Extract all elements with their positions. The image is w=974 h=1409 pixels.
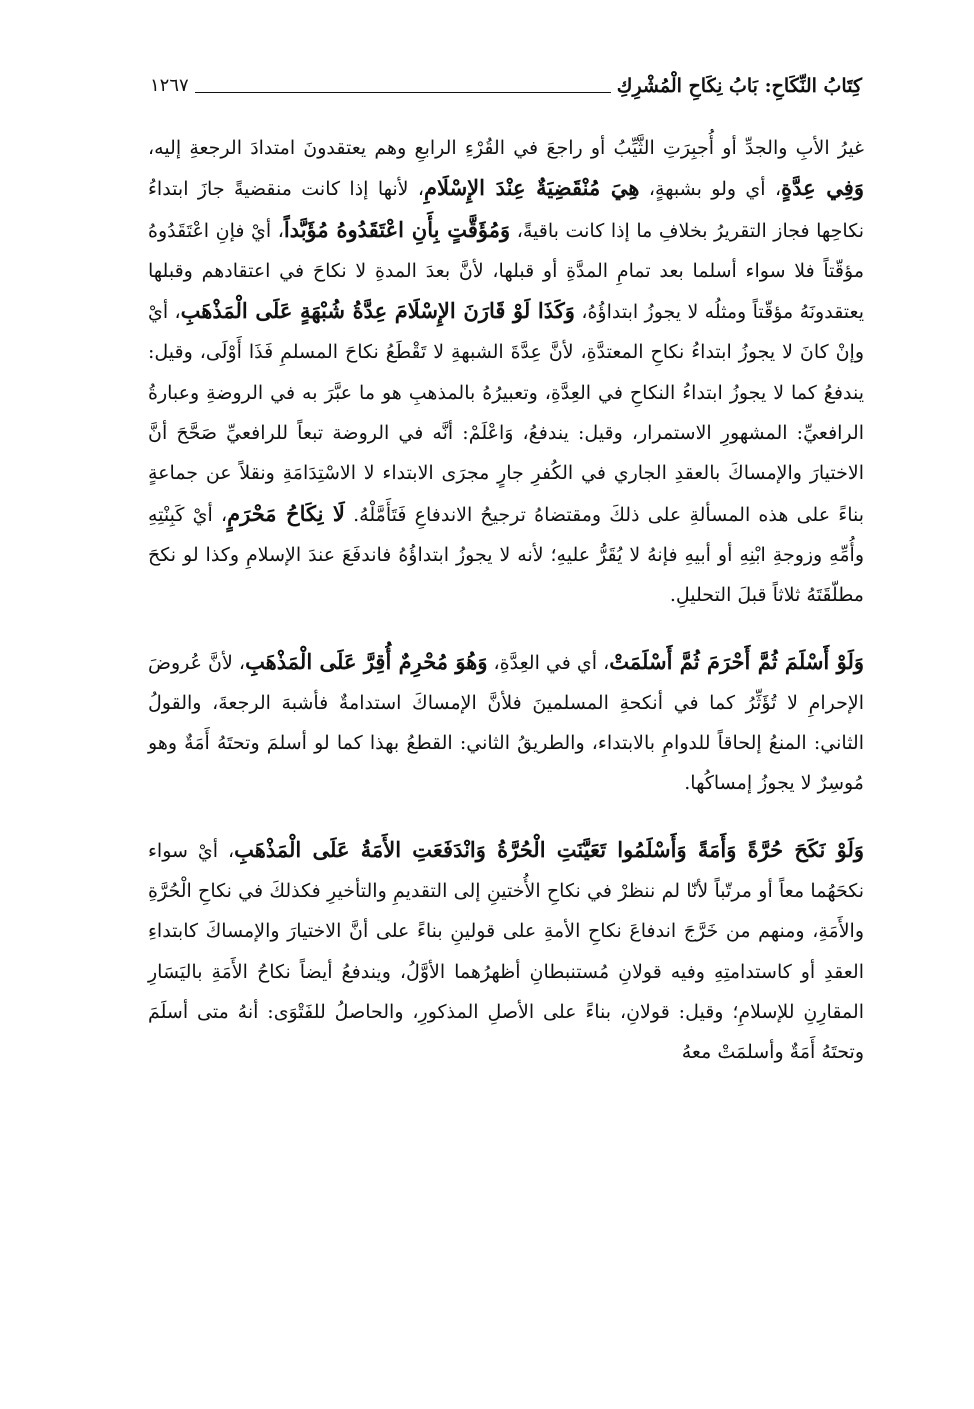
commentary-text: ، أيْ فإنِ اعْتَقَدُوهُ مؤقّتاً فلا سواء أسلما بعد تمامِ المدَّةِ أو قبلها، لأنَّ بعدَ المدةِ لا نكاحَ في اعتقادهم وقبلها يعتقدونَهُ مؤقّتاً ومثلُه لا يجوزُ ابتداؤُهُ، <box>148 219 864 324</box>
commentary-text: ، لأنها إذا كانت منقضيةً جازَ ابتداءُ نكاحِها فجاز التقريرُ بخلافِ ما إذا كانت باقيةً، <box>148 178 864 242</box>
commentary-text: غيرُ الأبِ والجدِّ أو أُجبِرَتِ الثَّيِّبُ أو راجعَ في القُرْءِ الرابعِ وهم يعتقدونَ امتدادَ الرجعةِ إليه، <box>148 137 864 159</box>
matn-text: وَمُؤَقَّتٍ بِأَنِ اعْتَقَدُوهُ مُؤَبَّداً <box>283 216 511 242</box>
commentary-text: ، أي ولو بشبهةٍ، <box>639 178 782 201</box>
chapter-title: كِتَابُ النِّكَاحِ: بَابُ نِكَاحِ الْمُشْرِكِ <box>616 75 862 97</box>
commentary-text: ، لأنَّ عُروضَ الإحرامِ لا تُؤَثِّرُ كما في أنكحةِ المسلمينَ فلأنَّ الإمساكَ استدامةٌ فأشبهَ الرجعةَ، والقولُ الثاني: المنعُ إلحاقاً للدوامِ بالابتداء، والطريقُ الثاني: القطعُ بهذا كما لو أسلمَ وتحتَهُ أَمَةٌ وهو مُوسِرٌ لا يجوزُ إمساكُها. <box>148 651 864 795</box>
commentary-text: ، أيْ وإنْ كانَ لا يجوزُ ابتداءُ نكاحِ المعتدَّةِ، لأنَّ عِدَّةَ الشبهةِ لا تَقْطَعُ نكاحَ المسلمِ فَذَا أَوْلَى، وقيل: يندفعُ كما لا يجوزُ ابتداءُ النكاحِ في العِدَّةِ، وتعبيرُهُ بالمذهبِ هو ما عبَّرَ به في الروضةِ وعبارةُ الرافعيِّ: المشهورِ الاستمرار، وقيل: يندفعُ، وَاعْلَمْ: أنَّه في الروضة تبعاً للرافعيِّ صَحَّحَ أنَّ الاختيارَ والإمساكَ بالعقدِ الجاري في الكُفرِ جارٍ مجرَى الابتداء لا الاسْتِدَامَةِ ونقلاً عن جماعةٍ بناءً على هذه المسألةِ على ذلكَ ومقتضاهُ ترجيحُ الاندفاعِ فَتَأَمَّلْهُ. <box>148 301 865 526</box>
matn-text: وَهُوَ مُحْرِمٌ أُقِرَّ عَلَى الْمَذْهَبِ <box>245 648 488 674</box>
matn-text: وَفِي عِدَّةٍ <box>781 175 864 201</box>
page-body <box>148 128 864 1073</box>
commentary-text: ، أيْ سواء نكحَهُما معاً أو مرتّباً لأنّا لم ننظرْ في نكاحِ الأُختينِ إلى التقديمِ والتأخيرِ فكذلكَ في نكاحِ الْحُرَّةِ والأَمَةِ، ومنهم من خَرَّجَ اندفاعَ نكاحِ الأمةِ على قولينِ بناءً على أنَّ الاختيارَ والإمساكَ كابتداءِ العقدِ أو كاستدامتِهِ وفيه قولانِ مُستنبطانِ أظهرُهما الأوَّلُ، ويندفعُ أيضاً نكاحُ الأَمَةِ باليَسَارِ المقارِنِ للإسلامِ؛ وقيل: قولانِ، بناءً على الأصلِ المذكورِ، والحاصلُ للفَتْوَى: أنهُ متى أسلَمَ وتحتَهُ أَمَةٌ وأسلمَتْ معهُ <box>148 839 864 1064</box>
paragraph <box>148 642 864 804</box>
matn-text: هِيَ مُنْقَضِيَةٌ عِنْدَ الإِسْلَامِ <box>424 175 640 201</box>
matn-text: وَلَوْ أَسْلَمَ ثُمَّ أَحْرَمَ ثُمَّ أَسْلَمَتْ <box>609 648 864 674</box>
header-rule <box>195 92 611 93</box>
running-header <box>150 68 862 98</box>
paragraph <box>148 128 864 616</box>
commentary-text: ، أيْ كَبِنْتِهِ وأُمِّهِ وزوجةِ ابْنِهِ أو أبيهِ فإنهُ لا يُقَرُّ عليهِ؛ لأنه لا يجوزُ ابتداؤُهُ فاندفَعَ عندَ الإسلامِ وكذا لو نكحَ مطلّقَتَهُ ثلاثاً قبلَ التحليلِ. <box>148 503 864 607</box>
page-number: ١٢٦٧ <box>150 75 189 96</box>
matn-text: وَكَذَا لَوْ قَارَنَ الإِسْلَامَ عِدَّةُ شُبْهَةٍ عَلَى الْمَذْهَبِ <box>180 298 575 324</box>
matn-text: لَا نِكَاحُ مَحْرَمٍ <box>227 500 345 526</box>
matn-text: وَلَوْ نَكَحَ حُرَّةً وَأَمَةً وَأَسْلَمُوا تَعَيَّنَتِ الْحُرَّةُ وَانْدَفَعَتِ الأَمَةُ عَلَى الْمَذْهَبِ <box>234 836 865 862</box>
paragraph <box>148 830 864 1073</box>
commentary-text: ، أي في العِدَّةِ، <box>487 651 610 674</box>
